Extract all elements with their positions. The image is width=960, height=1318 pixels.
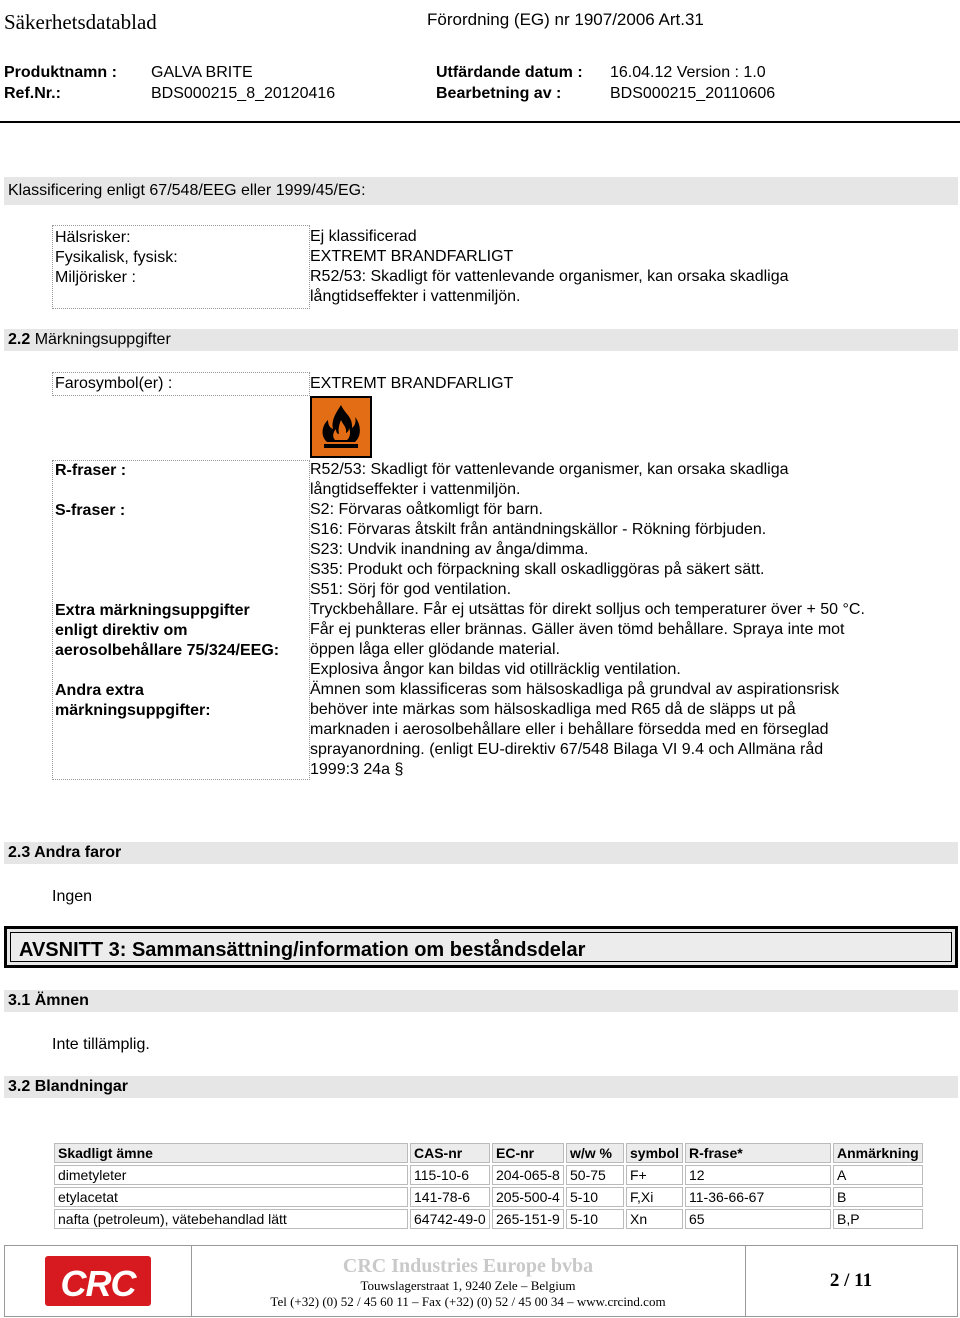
- labelling-heading-text: Märkningsuppgifter: [34, 331, 171, 348]
- table-cell: 5-10: [566, 1209, 624, 1229]
- phrases-label-box: [52, 460, 310, 780]
- table-row: [54, 1187, 923, 1207]
- header-divider: [0, 121, 960, 123]
- table-cell: dimetyleter: [54, 1165, 408, 1185]
- section3-title: AVSNITT 3: Sammansättning/information om beståndsdelar: [19, 939, 586, 961]
- table-cell: A: [833, 1165, 923, 1185]
- extra-labelling-label-1: Extra märkningsuppgifter: [55, 602, 250, 619]
- substances-heading: 3.1 Ämnen: [8, 992, 89, 1009]
- table-header-cell: EC-nr: [492, 1143, 564, 1163]
- labelling-heading-bar: [4, 329, 958, 351]
- environment-risks-value: R52/53: Skadligt för vattenlevande organismer, kan orsaka skadliga: [310, 268, 789, 285]
- health-risks-label: Hälsrisker:: [55, 229, 131, 246]
- flame-icon: [310, 396, 372, 458]
- table-cell: B,P: [833, 1209, 923, 1229]
- extra-labelling-label-2: enligt direktiv om: [55, 622, 188, 639]
- table-cell: 65: [685, 1209, 831, 1229]
- other-labelling-label-1: Andra extra: [55, 682, 144, 699]
- classification-heading: Klassificering enligt 67/548/EEG eller 1999/45/EG:: [8, 182, 366, 199]
- table-header-cell: Anmärkning: [833, 1143, 923, 1163]
- table-cell: 5-10: [566, 1187, 624, 1207]
- table-cell: 265-151-9: [492, 1209, 564, 1229]
- page-number: 2 / 11: [829, 1270, 873, 1291]
- table-cell: 64742-49-0: [410, 1209, 490, 1229]
- table-cell: 141-78-6: [410, 1187, 490, 1207]
- mixtures-table: [52, 1141, 925, 1231]
- table-header-cell: symbol: [626, 1143, 683, 1163]
- product-name-value: GALVA BRITE: [151, 64, 253, 81]
- table-cell: 11-36-66-67: [685, 1187, 831, 1207]
- other-labelling-label-2: märkningsuppgifter:: [55, 702, 211, 719]
- s-phrase-line: S35: Produkt och förpackning skall oskadliggöras på säkert sätt.: [310, 561, 765, 578]
- classification-heading-bar: [4, 177, 958, 205]
- table-cell: nafta (petroleum), vätebehandlad lätt: [54, 1209, 408, 1229]
- r-phrase-line: R52/53: Skadligt för vattenlevande organismer, kan orsaka skadliga: [310, 461, 789, 478]
- r-phrase-line: långtidseffekter i vattenmiljön.: [310, 481, 521, 498]
- s-phrase-line: S16: Förvaras åtskilt från antändningskällor - Rökning förbjuden.: [310, 521, 767, 538]
- table-cell: etylacetat: [54, 1187, 408, 1207]
- s-phrase-line: S51: Sörj för god ventilation.: [310, 581, 512, 598]
- table-cell: 50-75: [566, 1165, 624, 1185]
- other-labelling-line: Ämnen som klassificeras som hälsoskadliga på grundval av aspirationsrisk: [310, 681, 840, 698]
- document-title: Säkerhetsdatablad: [4, 10, 157, 34]
- table-cell: 204-065-8: [492, 1165, 564, 1185]
- table-cell: F+: [626, 1165, 683, 1185]
- page-footer: [4, 1245, 958, 1317]
- extra-labelling-line: Tryckbehållare. Får ej utsättas för direkt solljus och temperaturer över + 50 °C.: [310, 601, 865, 618]
- environment-risks-label: Miljörisker :: [55, 269, 136, 286]
- s-phrases-label: S-fraser :: [55, 502, 126, 519]
- crc-logo: [45, 1256, 151, 1306]
- substances-heading-bar: [4, 990, 958, 1012]
- ref-number-value: BDS000215_8_20120416: [151, 85, 336, 102]
- table-header-row: [54, 1143, 923, 1163]
- farosymbol-value: EXTREMT BRANDFARLIGT: [310, 375, 514, 392]
- extra-labelling-line: Får ej punkteras eller brännas. Gäller även tömd behållare. Sprayа inte mot: [310, 621, 845, 638]
- other-hazards-heading-bar: [4, 842, 958, 864]
- extra-labelling-line: Explosiva ångor kan bildas vid otillräcklig ventilation.: [310, 661, 681, 678]
- substances-value: Inte tillämplig.: [52, 1036, 150, 1053]
- other-labelling-line: marknaden i aerosolbehållare eller i behållare försedda med en förseglad: [310, 721, 829, 738]
- r-phrases-label: R-fraser :: [55, 462, 127, 479]
- table-header-cell: w/w %: [566, 1143, 624, 1163]
- physical-risks-label: Fysikalisk, fysisk:: [55, 249, 178, 266]
- table-cell: F,Xi: [626, 1187, 683, 1207]
- table-cell: 12: [685, 1165, 831, 1185]
- section3-header: [4, 926, 958, 968]
- health-risks-value: Ej klassificerad: [310, 228, 417, 245]
- revision-label: Bearbetning av :: [436, 85, 562, 102]
- other-labelling-line: behöver inte märkas som hälsoskadliga med R65 då de släpps ut på: [310, 701, 796, 718]
- table-cell: B: [833, 1187, 923, 1207]
- physical-risks-value: EXTREMT BRANDFARLIGT: [310, 248, 514, 265]
- table-cell: Xn: [626, 1209, 683, 1229]
- mixtures-heading-bar: [4, 1076, 958, 1098]
- environment-risks-value-cont: långtidseffekter i vattenmiljön.: [310, 288, 521, 305]
- farosymbol-label-box: [52, 372, 310, 396]
- mixtures-heading: 3.2 Blandningar: [8, 1078, 129, 1095]
- table-header-cell: R-frase*: [685, 1143, 831, 1163]
- table-cell: 205-500-4: [492, 1187, 564, 1207]
- other-labelling-line: 1999:3 24a §: [310, 761, 404, 778]
- product-name-label: Produktnamn :: [4, 64, 117, 81]
- table-row: [54, 1209, 923, 1229]
- crc-logo-text: CRC: [60, 1263, 136, 1304]
- classification-label-box: [52, 225, 310, 309]
- s-phrase-line: S23: Undvik inandning av ånga/dimma.: [310, 541, 589, 558]
- revision-value: BDS000215_20110606: [610, 85, 776, 102]
- extra-labelling-line: öppen låga eller glödande material.: [310, 641, 560, 658]
- farosymbol-label: Farosymbol(er) :: [55, 375, 173, 392]
- extra-labelling-label-3: aerosolbehållare 75/324/EEG:: [55, 642, 280, 659]
- footer-address: Touwslagerstraat 1, 9240 Zele – Belgium: [360, 1278, 576, 1293]
- other-labelling-line: sprayanordning. (enligt EU-direktiv 67/548 Bilaga VI 9.4 och Allmäna råd: [310, 741, 824, 758]
- regulation-reference: Förordning (EG) nr 1907/2006 Art.31: [427, 10, 704, 29]
- issue-date-label: Utfärdande datum :: [436, 64, 583, 81]
- issue-date-value: 16.04.12 Version : 1.0: [610, 64, 766, 81]
- footer-contact: Tel (+32) (0) 52 / 45 60 11 – Fax (+32) (0) 52 / 45 00 34 – www.crcind.com: [270, 1294, 666, 1309]
- table-header-cell: Skadligt ämne: [54, 1143, 408, 1163]
- footer-company: CRC Industries Europe bvba: [342, 1255, 594, 1277]
- table-row: [54, 1165, 923, 1185]
- other-hazards-value: Ingen: [52, 888, 93, 905]
- table-header-cell: CAS-nr: [410, 1143, 490, 1163]
- other-hazards-heading: 2.3 Andra faror: [8, 844, 122, 861]
- s-phrase-line: S2: Förvaras oåtkomligt för barn.: [310, 501, 543, 518]
- table-cell: 115-10-6: [410, 1165, 490, 1185]
- labelling-heading-number: 2.2: [8, 331, 31, 348]
- ref-number-label: Ref.Nr.:: [4, 85, 61, 102]
